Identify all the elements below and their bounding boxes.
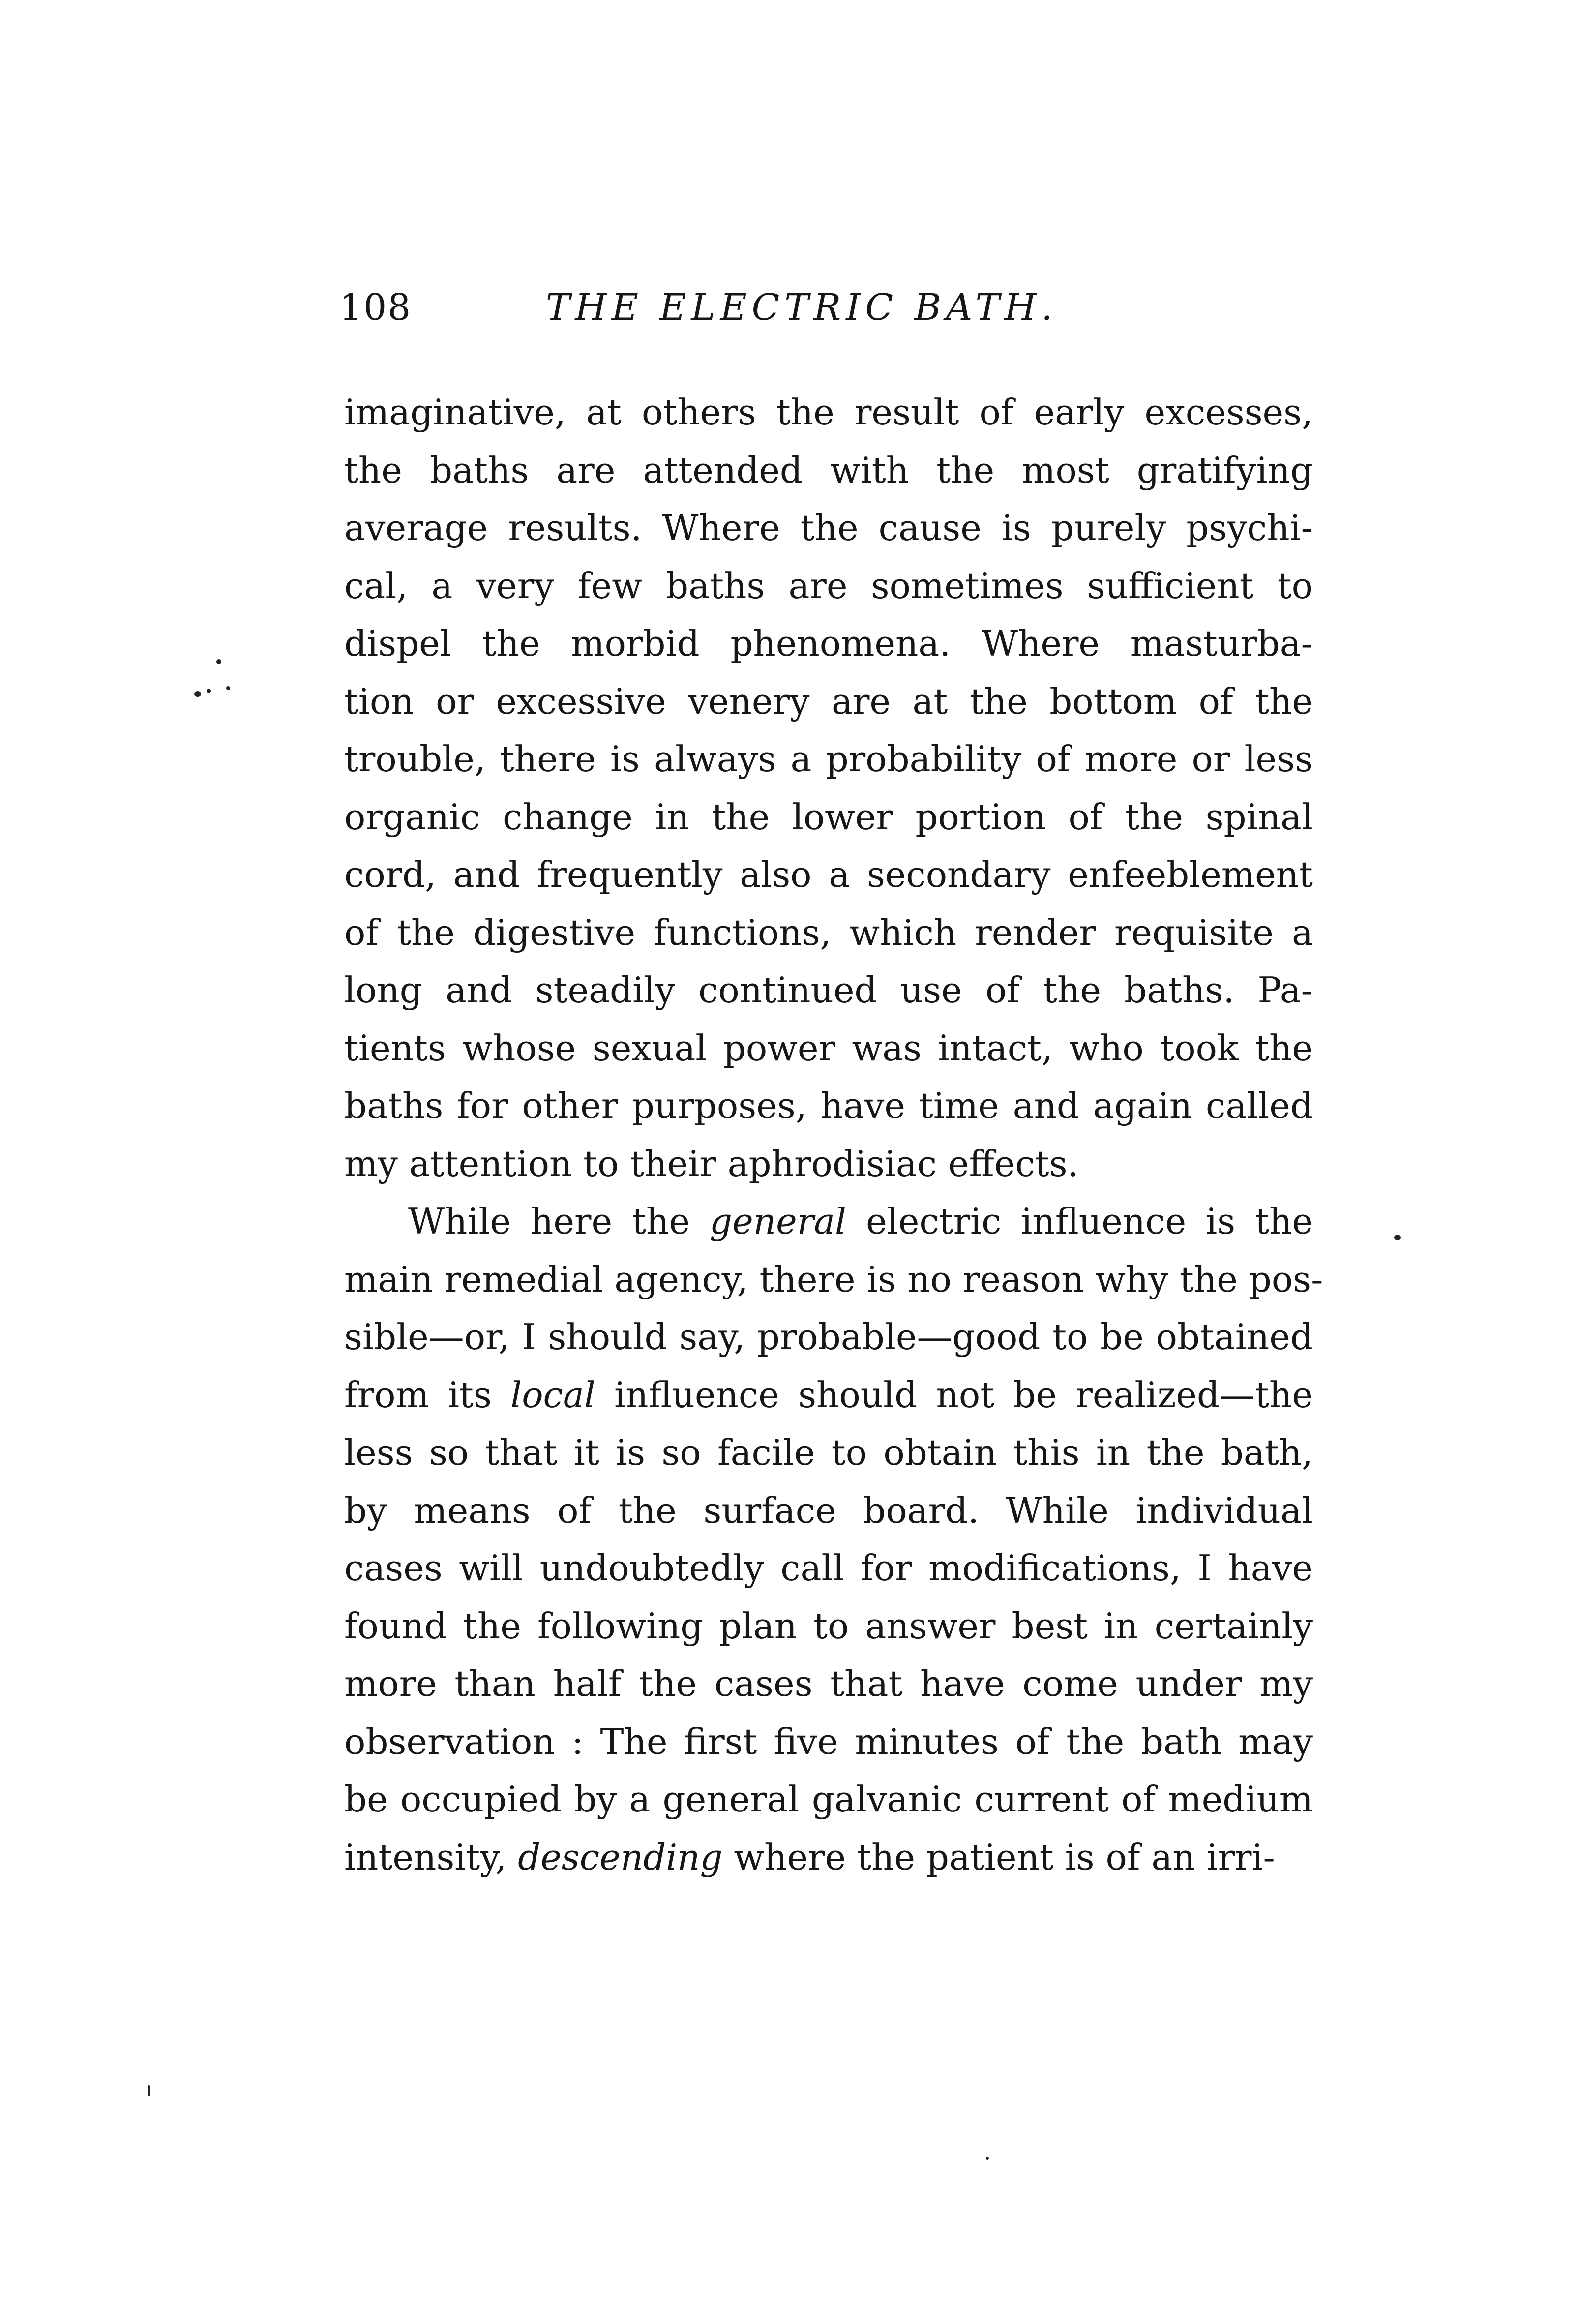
text-line: by means of the surface board. While individual	[344, 1489, 1313, 1531]
text-line: imaginative, at others the result of early excesses,	[344, 392, 1313, 433]
italic-term: descending	[518, 1836, 723, 1878]
text-line: cases will undoubtedly call for modifications, I have	[344, 1547, 1313, 1589]
text-line: less so that it is so facile to obtain this in the bath,	[344, 1432, 1313, 1473]
text-line: cal, a very few baths are sometimes sufficient to	[344, 565, 1313, 606]
text-run: influence should not be realized—the	[595, 1374, 1313, 1416]
ink-speck	[207, 689, 211, 693]
text-line: trouble, there is always a probability of more or less	[344, 738, 1313, 780]
body-text	[344, 384, 1323, 1886]
ink-speck	[986, 2157, 989, 2160]
text-line: cord, and frequently also a secondary enfeeblement	[344, 854, 1313, 895]
text-run: from its	[344, 1374, 511, 1416]
text-line: main remedial agency, there is no reason why the pos-	[344, 1258, 1323, 1300]
italic-term: general	[710, 1201, 847, 1242]
text-line: be occupied by a general galvanic current of medium	[344, 1779, 1313, 1820]
running-head	[339, 286, 1313, 340]
text-line: average results. Where the cause is purely psychi-	[344, 507, 1313, 548]
text-line: organic change in the lower portion of the spinal	[344, 796, 1313, 838]
text-run: intensity,	[344, 1836, 518, 1878]
text-line: found the following plan to answer best in certainly	[344, 1605, 1313, 1647]
text-line: of the digestive functions, which render requisite a	[344, 911, 1313, 953]
text-line	[344, 1193, 1313, 1251]
text-line	[344, 1829, 1313, 1887]
italic-term: local	[510, 1374, 595, 1416]
ink-speck	[1394, 1235, 1401, 1240]
ink-speck	[226, 686, 230, 690]
text-run: where the patient is of an irri-	[722, 1836, 1275, 1878]
text-run: While here the	[408, 1201, 710, 1242]
ink-speck	[148, 2085, 150, 2096]
text-line	[344, 1366, 1313, 1424]
text-line: the baths are attended with the most gratifying	[344, 449, 1313, 491]
text-line: sible—or, I should say, probable—good to be obtained	[344, 1316, 1313, 1358]
text-run: electric influence is the	[846, 1201, 1313, 1242]
text-line: more than half the cases that have come under my	[344, 1663, 1313, 1704]
text-line: long and steadily continued use of the baths. Pa-	[344, 969, 1313, 1011]
page-number: 108	[339, 286, 412, 329]
text-line: tion or excessive venery are at the bottom of the	[344, 680, 1313, 722]
text-line: tients whose sexual power was intact, who took the	[344, 1027, 1313, 1069]
ink-speck	[194, 691, 201, 697]
text-line: my attention to their aphrodisiac effects.	[344, 1143, 1079, 1184]
text-line: baths for other purposes, have time and again called	[344, 1085, 1313, 1126]
text-line: observation : The first five minutes of the bath may	[344, 1720, 1313, 1762]
running-title: THE ELECTRIC BATH.	[546, 286, 1058, 329]
text-line: dispel the morbid phenomena. Where masturba-	[344, 623, 1313, 664]
ink-speck	[216, 659, 221, 664]
